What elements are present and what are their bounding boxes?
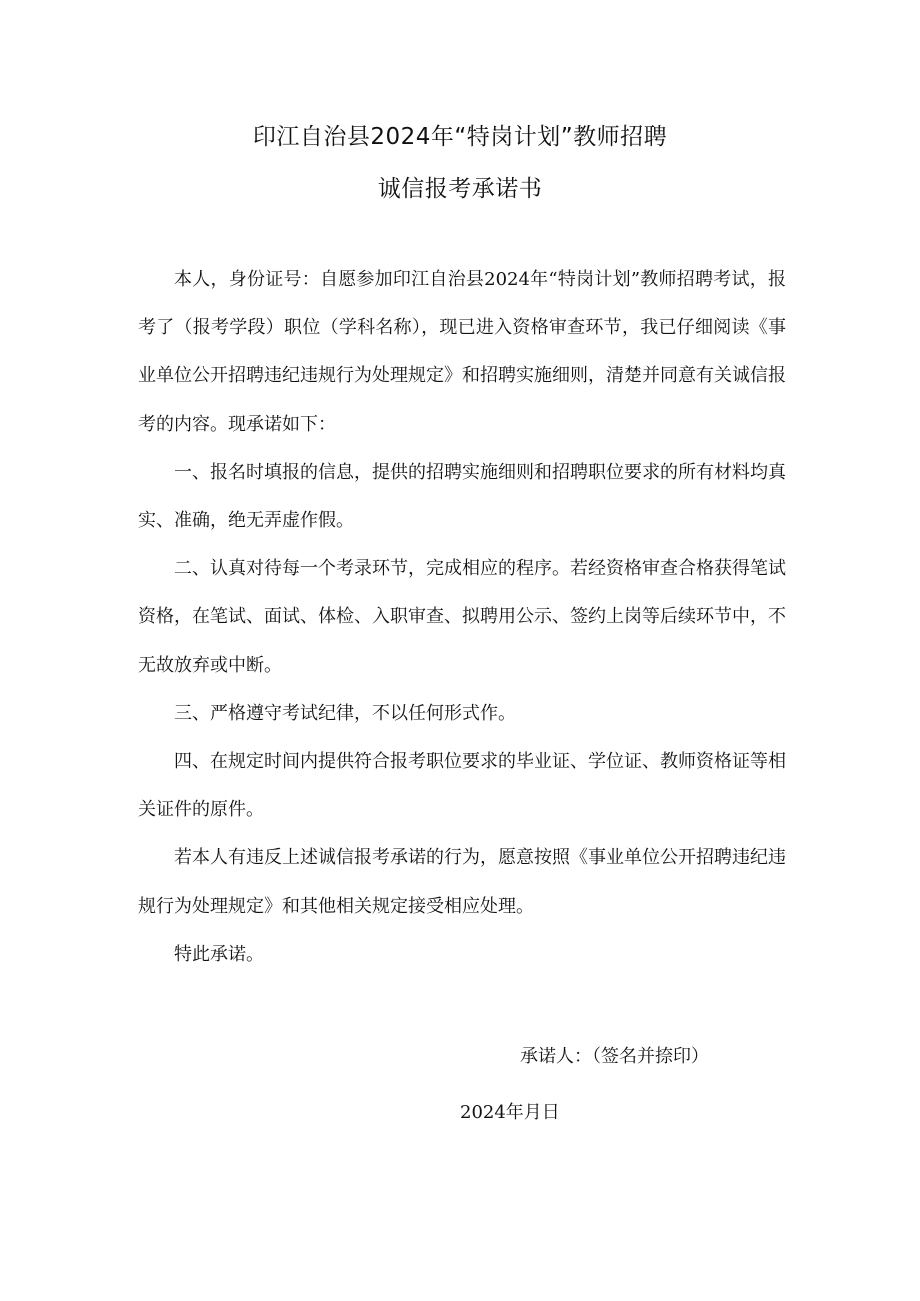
document-body (138, 256, 786, 979)
violation-clause: 若本人有违反上述诚信报考承诺的行为，愿意按照《事业单位公开招聘违纪违规行为处理规定》和其他相关规定接受相应处理。 (138, 847, 786, 917)
closing-statement: 特此承诺。 (174, 943, 264, 965)
commitment-item-3: 三、严格遵守考试纪律，不以任何形式作。 (174, 702, 516, 724)
document-subtitle: 诚信报考承诺书 (377, 176, 543, 202)
signature-line: 承诺人：（签名并捺印） (520, 1046, 709, 1067)
document-title: 印江自治县2024年“特岗计划”教师招聘 (252, 124, 668, 150)
intro-paragraph: 本人，身份证号：自愿参加印江自治县2024年“特岗计划”教师招聘考试，报考了（报考学段）职位（学科名称），现已进入资格审查环节，我已仔细阅读《事业单位公开招聘违纪违规行为处理规定》和招聘实施细则，清楚并同意有关诚信报考的内容。现承诺如下： (138, 269, 786, 435)
date-line: 2024年月日 (460, 1102, 560, 1123)
commitment-item-2: 二、认真对待每一个考录环节，完成相应的程序。若经资格审查合格获得笔试资格，在笔试、面试、体检、入职审查、拟聘用公示、签约上岗等后续环节中，不无故放弃或中断。 (138, 558, 786, 676)
commitment-item-4: 四、在规定时间内提供符合报考职位要求的毕业证、学位证、教师资格证等相关证件的原件。 (138, 751, 786, 821)
commitment-item-1: 一、报名时填报的信息，提供的招聘实施细则和招聘职位要求的所有材料均真实、准确，绝无弄虚作假。 (138, 461, 786, 532)
